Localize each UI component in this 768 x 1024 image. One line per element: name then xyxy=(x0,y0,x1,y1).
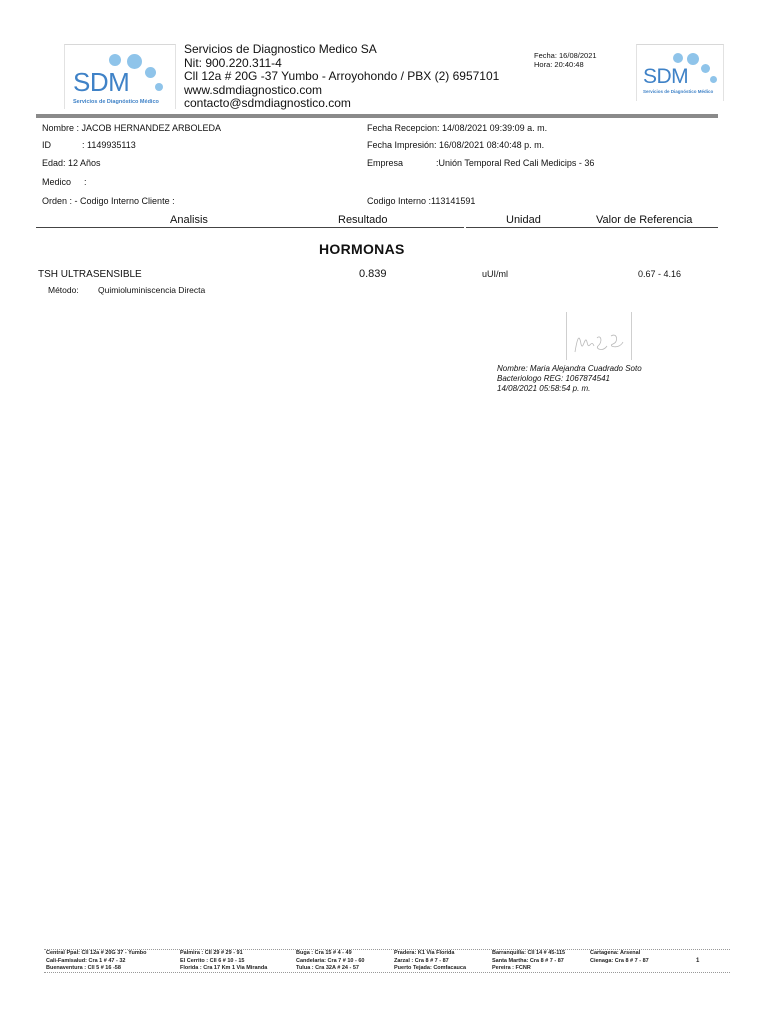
footer-branch: Cartagena: Arsenal xyxy=(590,950,641,956)
method-label: Método: xyxy=(48,285,79,295)
logo-brand: SDM xyxy=(643,65,689,88)
footer-branch: El Cerrito : Cll 6 # 10 - 15 xyxy=(180,957,245,964)
test-result: 0.839 xyxy=(359,268,387,280)
test-name: TSH ULTRASENSIBLE xyxy=(38,269,142,280)
order-code: Orden : - Codigo Interno Cliente : xyxy=(42,196,175,206)
col-header-referencia: Valor de Referencia xyxy=(596,214,693,226)
col-header-resultado: Resultado xyxy=(338,214,388,226)
table-header-rule xyxy=(36,227,464,228)
internal-code: Codigo Interno :113141591 xyxy=(367,196,476,206)
signature-scribble xyxy=(567,312,631,360)
print-date: Fecha: 16/08/2021 xyxy=(534,51,597,60)
logo-tagline: Servicios de Diagnóstico Médico xyxy=(73,99,159,105)
logo-dot xyxy=(687,53,699,65)
footer-branch: Pradera: K1 Via Florida xyxy=(394,950,455,956)
table-header-rule xyxy=(466,227,718,228)
footer-col xyxy=(180,950,267,973)
footer-branch: Buenaventura : Cll 5 # 16 -58 xyxy=(46,965,121,971)
footer-col xyxy=(296,950,364,973)
page-number: 1 xyxy=(696,958,700,964)
col-header-analisis: Analisis xyxy=(170,214,208,226)
footer-branch: Tulua : Cra 32A # 24 - 57 xyxy=(296,965,359,971)
logo-dot xyxy=(109,54,121,66)
footer-branch: Buga : Cra 15 # 4 - 49 xyxy=(296,950,352,956)
footer-branch: Cali-Famisalud: Cra 1 # 47 - 32 xyxy=(46,957,126,964)
company-value: :Unión Temporal Red Cali Medicips - 36 xyxy=(436,158,595,168)
footer-col xyxy=(492,950,565,973)
signer-role: Bacteriologo REG: 1067874541 xyxy=(497,374,610,383)
footer-branch: Santa Martha: Cra 8 # 7 - 87 xyxy=(492,957,564,964)
logo-brand: SDM xyxy=(73,67,130,97)
reception-date: Fecha Recepcion: 14/08/2021 09:39:09 a. m. xyxy=(367,123,548,133)
company-nit: Nit: 900.220.311-4 xyxy=(184,56,282,70)
footer-branch: Cienaga: Cra 8 # 7 - 87 xyxy=(590,957,649,964)
signature-date: 14/08/2021 05:58:54 p. m. xyxy=(497,384,591,393)
footer-branch: Puerto Tejada: Comfacauca xyxy=(394,965,467,971)
test-reference: 0.67 - 4.16 xyxy=(638,269,682,279)
col-header-unidad: Unidad xyxy=(506,214,541,226)
footer-branch: Barranquilla: Cll 14 # 45-115 xyxy=(492,950,566,956)
test-unit: uUI/ml xyxy=(482,269,509,279)
footer-col xyxy=(590,950,649,965)
company-email[interactable]: contacto@sdmdiagnostico.com xyxy=(184,96,351,110)
patient-id-value: : 1149935113 xyxy=(82,140,136,150)
logo-dot xyxy=(155,83,163,91)
footer-branch: Pereira : FCNR xyxy=(492,965,531,971)
company-name: Servicios de Diagnostico Medico SA xyxy=(184,42,377,56)
sdm-logo-left xyxy=(64,44,176,109)
footer-branch: Candelaria: Cra 7 # 10 - 60 xyxy=(296,957,365,964)
method-value: Quimioluminiscencia Directa xyxy=(98,285,206,295)
footer-branch: Palmira : Cll 29 # 29 - 91 xyxy=(180,950,243,956)
doctor-value: : xyxy=(84,177,87,187)
footer-rule xyxy=(44,972,730,973)
footer-branch: Central Ppal: Cll 12a # 20G 37 - Yumbo xyxy=(46,950,147,956)
company-label: Empresa xyxy=(367,158,404,168)
print-time: Hora: 20:40:48 xyxy=(534,60,584,69)
company-address: Cll 12a # 20G -37 Yumbo - Arroyohondo / PBX (2) 6957101 xyxy=(184,69,500,83)
header-divider xyxy=(36,114,718,118)
signature-image xyxy=(566,312,632,360)
patient-age: Edad: 12 Años xyxy=(42,158,101,168)
company-website[interactable]: www.sdmdiagnostico.com xyxy=(184,83,323,97)
footer-branch: Florida : Cra 17 Km 1 Via Miranda xyxy=(180,965,268,971)
footer-col xyxy=(46,950,146,973)
logo-tagline: Servicios de Diagnóstico Médico xyxy=(643,89,714,94)
doctor-label: Medico xyxy=(42,177,72,187)
sdm-logo-right xyxy=(636,44,724,101)
section-title: HORMONAS xyxy=(319,241,405,257)
logo-dot xyxy=(145,67,156,78)
patient-id-label: ID xyxy=(42,140,51,150)
logo-dot xyxy=(710,76,717,83)
footer-branch: Zarzal : Cra 8 # 7 - 87 xyxy=(394,957,449,964)
patient-name: Nombre : JACOB HERNANDEZ ARBOLEDA xyxy=(42,123,222,133)
logo-dot xyxy=(701,64,710,73)
logo-dot xyxy=(673,53,683,63)
footer-col xyxy=(394,950,466,973)
print-datetime: Fecha Impresión: 16/08/2021 08:40:48 p. m. xyxy=(367,140,545,150)
signer-name: Nombre: Maria Alejandra Cuadrado Soto xyxy=(497,364,642,373)
